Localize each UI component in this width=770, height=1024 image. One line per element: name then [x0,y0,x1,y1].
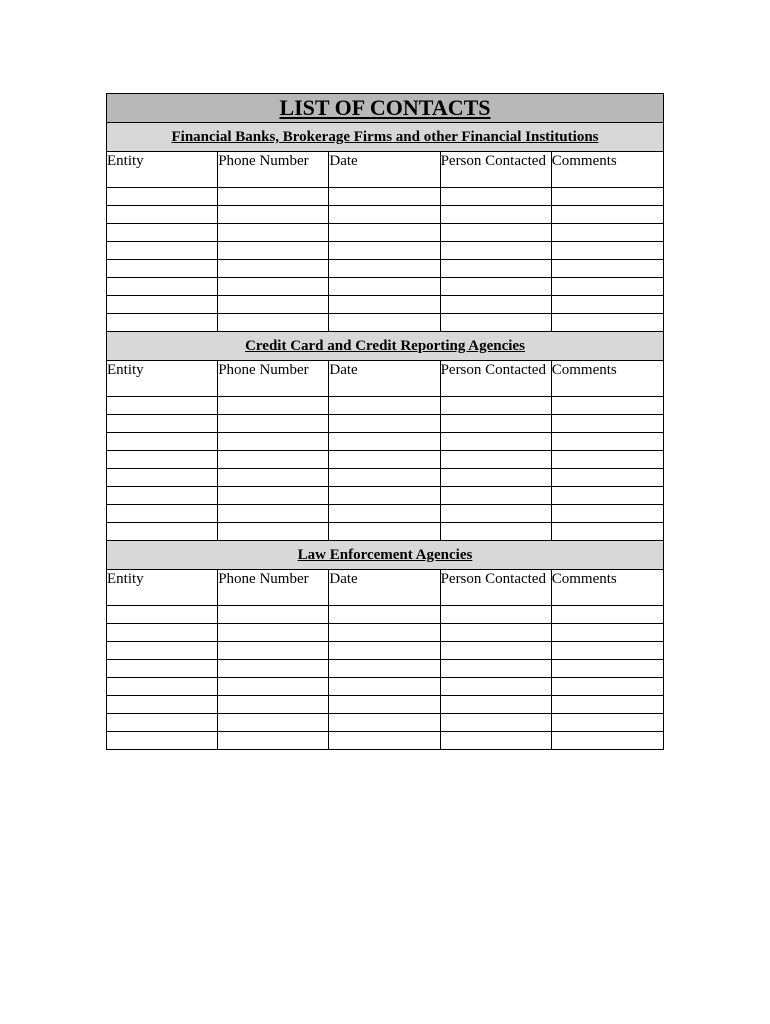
table-cell[interactable] [551,296,663,314]
table-cell[interactable] [107,642,218,660]
table-cell[interactable] [440,624,551,642]
table-row [107,242,664,260]
table-cell[interactable] [551,660,663,678]
table-row [107,278,664,296]
table-cell[interactable] [107,660,218,678]
table-cell[interactable] [440,314,551,332]
column-header: Comments [551,570,663,606]
column-header: Date [329,361,440,397]
table-row [107,188,664,206]
table-cell[interactable] [329,505,440,523]
table-cell[interactable] [440,188,551,206]
table-cell[interactable] [440,660,551,678]
table-cell[interactable] [329,415,440,433]
table-row [107,678,664,696]
column-header-row [107,570,664,606]
table-cell[interactable] [329,714,440,732]
table-cell[interactable] [440,505,551,523]
table-cell[interactable] [551,606,663,624]
table-cell[interactable] [329,278,440,296]
table-cell[interactable] [551,505,663,523]
table-cell[interactable] [551,642,663,660]
table-cell[interactable] [218,278,329,296]
table-cell[interactable] [218,606,329,624]
table-cell[interactable] [440,451,551,469]
table-cell[interactable] [107,224,218,242]
table-cell[interactable] [329,487,440,505]
table-cell[interactable] [107,314,218,332]
table-cell[interactable] [329,523,440,541]
table-row [107,206,664,224]
table-cell[interactable] [218,642,329,660]
table-row [107,415,664,433]
table-cell[interactable] [440,224,551,242]
contacts-table-body [107,94,664,750]
table-cell[interactable] [551,397,663,415]
table-cell[interactable] [551,487,663,505]
title-row [107,94,664,123]
table-cell[interactable] [440,397,551,415]
table-cell[interactable] [329,188,440,206]
table-cell[interactable] [551,415,663,433]
table-cell[interactable] [218,678,329,696]
table-cell[interactable] [218,624,329,642]
table-cell[interactable] [218,433,329,451]
table-cell[interactable] [107,451,218,469]
table-cell[interactable] [218,696,329,714]
table-cell[interactable] [551,206,663,224]
table-cell[interactable] [329,260,440,278]
table-cell[interactable] [218,224,329,242]
table-cell[interactable] [551,469,663,487]
table-cell[interactable] [440,206,551,224]
table-cell[interactable] [551,714,663,732]
table-cell[interactable] [329,732,440,750]
table-cell[interactable] [551,188,663,206]
table-cell[interactable] [107,260,218,278]
column-header-row [107,361,664,397]
table-cell[interactable] [551,732,663,750]
table-cell[interactable] [107,206,218,224]
table-row [107,296,664,314]
table-cell[interactable] [218,188,329,206]
table-cell[interactable] [107,433,218,451]
table-cell[interactable] [107,624,218,642]
table-cell[interactable] [440,260,551,278]
table-cell[interactable] [440,296,551,314]
column-header: Phone Number [218,570,329,606]
table-cell[interactable] [218,523,329,541]
table-row [107,469,664,487]
table-cell[interactable] [218,487,329,505]
table-cell[interactable] [329,314,440,332]
table-cell[interactable] [218,505,329,523]
column-header: Date [329,570,440,606]
table-cell[interactable] [107,523,218,541]
table-cell[interactable] [218,397,329,415]
table-cell[interactable] [551,260,663,278]
table-row [107,260,664,278]
section-heading-row [107,541,664,570]
column-header: Date [329,152,440,188]
table-row [107,505,664,523]
table-row [107,487,664,505]
table-cell[interactable] [107,678,218,696]
table-cell[interactable] [218,714,329,732]
table-row [107,314,664,332]
table-cell[interactable] [551,451,663,469]
section-heading: Financial Banks, Brokerage Firms and other Financial Institutions [107,123,664,152]
column-header: Comments [551,152,663,188]
table-cell[interactable] [440,678,551,696]
table-cell[interactable] [329,642,440,660]
column-header: Entity [107,570,218,606]
table-cell[interactable] [107,696,218,714]
table-cell[interactable] [107,415,218,433]
table-row [107,397,664,415]
table-cell[interactable] [551,278,663,296]
table-cell[interactable] [107,469,218,487]
table-cell[interactable] [107,397,218,415]
table-cell[interactable] [107,505,218,523]
table-cell[interactable] [107,606,218,624]
table-cell[interactable] [107,714,218,732]
table-cell[interactable] [551,678,663,696]
table-cell[interactable] [329,242,440,260]
table-cell[interactable] [329,696,440,714]
contacts-table [106,93,664,750]
table-cell[interactable] [329,433,440,451]
table-cell[interactable] [440,523,551,541]
table-cell[interactable] [440,487,551,505]
table-row [107,451,664,469]
table-row [107,523,664,541]
table-row [107,732,664,750]
column-header-row [107,152,664,188]
table-cell[interactable] [329,224,440,242]
table-cell[interactable] [440,433,551,451]
table-cell[interactable] [551,224,663,242]
table-cell[interactable] [107,732,218,750]
table-cell[interactable] [551,523,663,541]
section-heading-row [107,123,664,152]
table-cell[interactable] [218,732,329,750]
table-cell[interactable] [440,642,551,660]
table-row [107,606,664,624]
table-row [107,714,664,732]
table-cell[interactable] [218,260,329,278]
section-heading: Credit Card and Credit Reporting Agencies [107,332,664,361]
column-header: Person Contacted [440,361,551,397]
table-cell[interactable] [440,606,551,624]
table-cell[interactable] [329,296,440,314]
table-cell[interactable] [440,732,551,750]
table-row [107,660,664,678]
table-cell[interactable] [440,278,551,296]
table-cell[interactable] [218,296,329,314]
table-cell[interactable] [551,624,663,642]
column-header: Entity [107,152,218,188]
table-cell[interactable] [107,296,218,314]
table-cell[interactable] [329,606,440,624]
table-cell[interactable] [218,451,329,469]
table-cell[interactable] [329,451,440,469]
table-cell[interactable] [218,415,329,433]
table-cell[interactable] [551,696,663,714]
table-cell[interactable] [329,206,440,224]
table-cell[interactable] [440,469,551,487]
table-cell[interactable] [551,433,663,451]
page-title: LIST OF CONTACTS [107,94,664,123]
table-cell[interactable] [107,242,218,260]
table-cell[interactable] [218,206,329,224]
column-header: Person Contacted [440,570,551,606]
table-cell[interactable] [107,188,218,206]
column-header: Phone Number [218,152,329,188]
table-cell[interactable] [329,624,440,642]
section-heading-row [107,332,664,361]
table-cell[interactable] [440,415,551,433]
column-header: Phone Number [218,361,329,397]
table-cell[interactable] [329,397,440,415]
table-cell[interactable] [551,314,663,332]
column-header: Entity [107,361,218,397]
section-heading: Law Enforcement Agencies [107,541,664,570]
table-cell[interactable] [329,660,440,678]
table-cell[interactable] [218,314,329,332]
table-row [107,642,664,660]
table-row [107,433,664,451]
table-cell[interactable] [218,660,329,678]
column-header: Person Contacted [440,152,551,188]
table-cell[interactable] [107,487,218,505]
table-cell[interactable] [329,678,440,696]
table-cell[interactable] [440,714,551,732]
table-cell[interactable] [107,278,218,296]
table-cell[interactable] [551,242,663,260]
table-cell[interactable] [440,242,551,260]
table-cell[interactable] [440,696,551,714]
table-cell[interactable] [218,469,329,487]
table-row [107,224,664,242]
table-row [107,696,664,714]
column-header: Comments [551,361,663,397]
table-cell[interactable] [329,469,440,487]
table-row [107,624,664,642]
table-cell[interactable] [218,242,329,260]
